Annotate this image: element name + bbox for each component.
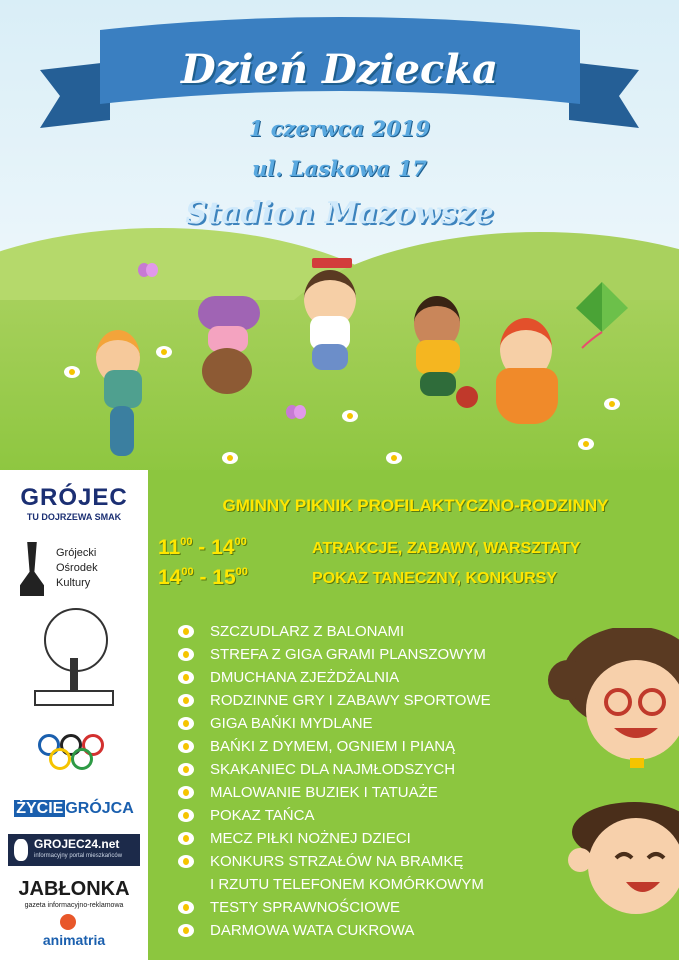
daisy-bullet-icon [178, 832, 194, 845]
daisy-icon [386, 452, 402, 464]
gok-line: Grójecki [56, 547, 97, 559]
kid-girl-orange-illustration [486, 318, 576, 448]
gok-logo [8, 542, 140, 598]
daisy-bullet-icon [178, 740, 194, 753]
daisy-bullet-icon [178, 625, 194, 638]
zycie-grojca-part-b: GRÓJCA [65, 800, 134, 817]
schedule-description: POKAZ TANECZNY, KONKURSY [312, 570, 558, 587]
grojec24-subtitle: informacyjny portal mieszkańców [34, 853, 123, 859]
list-item: STREFA Z GIGA GRAMI PLANSZOWYM [178, 643, 558, 666]
event-street: ul. Laskowa 17 [252, 156, 427, 181]
daisy-bullet-icon [178, 763, 194, 776]
schedule-description: ATRAKCJE, ZABAWY, WARSZTATY [312, 540, 581, 557]
daisy-bullet-icon [178, 671, 194, 684]
zycie-grojca-part-a: ŻYCIE [16, 800, 64, 817]
daisy-bullet-icon [178, 809, 194, 822]
daisy-icon [64, 366, 80, 378]
gok-line: Ośrodek [56, 562, 98, 574]
kid-boy-ball-illustration [396, 296, 492, 416]
list-item: KONKURS STRZAŁÓW NA BRAMKĘ I RZUTU TELEFONEM KOMÓRKOWYM [178, 850, 558, 896]
list-item: SZCZUDLARZ Z BALONAMI [178, 620, 558, 643]
jablonka-tagline: gazeta informacyjno-reklamowa [24, 902, 124, 909]
library-tree-logo [8, 608, 140, 708]
tree-trunk-icon [70, 658, 78, 692]
event-title: Dzień Dziecka [180, 46, 499, 93]
daisy-bullet-icon [178, 717, 194, 730]
daisy-bullet-icon [178, 648, 194, 661]
ring-icon [49, 748, 71, 770]
butterfly-icon [286, 404, 306, 422]
daisy-icon [342, 410, 358, 422]
grojec24-logo [8, 834, 140, 866]
jablonka-logo: JABŁONKA [18, 878, 130, 900]
activity-list [178, 620, 558, 942]
event-venue: Stadion Mazowsze [185, 196, 494, 231]
kid-boy-left-illustration [82, 330, 172, 460]
girl-face-illustration [548, 628, 679, 768]
gok-mark-icon [20, 542, 44, 596]
kite-icon [572, 280, 632, 350]
schedule-time: $11^{00} - 14^{00}$ [158, 536, 247, 559]
gok-line: Kultury [56, 577, 91, 589]
grojec24-title: GROJEC24.net [34, 837, 120, 851]
boy-face-illustration [556, 802, 679, 922]
program-headline: GMINNY PIKNIK PROFILAKTYCZNO-RODZINNY [222, 496, 609, 515]
kid-boy-glasses-illustration [290, 258, 370, 398]
daisy-bullet-icon [178, 694, 194, 707]
schedule-time: $14^{00} - 15^{00}$ [158, 566, 248, 589]
butterfly-icon [138, 262, 158, 280]
daisy-bullet-icon [178, 901, 194, 914]
list-item: MECZ PIŁKI NOŻNEJ DZIECI [178, 827, 558, 850]
list-item: POKAZ TAŃCA [178, 804, 558, 827]
sports-rings-logo [8, 728, 140, 788]
book-icon [34, 690, 114, 706]
daisy-icon [578, 438, 594, 450]
animatria-dot-icon [60, 914, 76, 930]
list-item: MALOWANIE BUZIEK I TATUAŻE [178, 781, 558, 804]
list-item: DARMOWA WATA CUKROWA [178, 919, 558, 942]
person-icon [14, 839, 28, 861]
grojec-logo-tagline: TU DOJRZEWA SMAK [26, 512, 122, 522]
daisy-bullet-icon [178, 855, 194, 868]
list-item: BAŃKI Z DYMEM, OGNIEM I PIANĄ [178, 735, 558, 758]
grojec-logo: GRÓJEC [20, 484, 128, 511]
list-item: DMUCHANA ZJEŻDŻALNIA [178, 666, 558, 689]
list-item: RODZINNE GRY I ZABAWY SPORTOWE [178, 689, 558, 712]
daisy-bullet-icon [178, 786, 194, 799]
list-item: TESTY SPRAWNOŚCIOWE [178, 896, 558, 919]
daisy-bullet-icon [178, 924, 194, 937]
daisy-icon [222, 452, 238, 464]
list-item: SKAKANIEC DLA NAJMŁODSZYCH [178, 758, 558, 781]
kid-girl-handstand-illustration [186, 296, 276, 416]
zycie-grojca-logo [8, 798, 140, 820]
event-date: 1 czerwca 2019 [248, 116, 431, 141]
daisy-icon [604, 398, 620, 410]
animatria-logo: animatria [42, 932, 106, 948]
list-item: GIGA BAŃKI MYDLANE [178, 712, 558, 735]
ring-icon [71, 748, 93, 770]
